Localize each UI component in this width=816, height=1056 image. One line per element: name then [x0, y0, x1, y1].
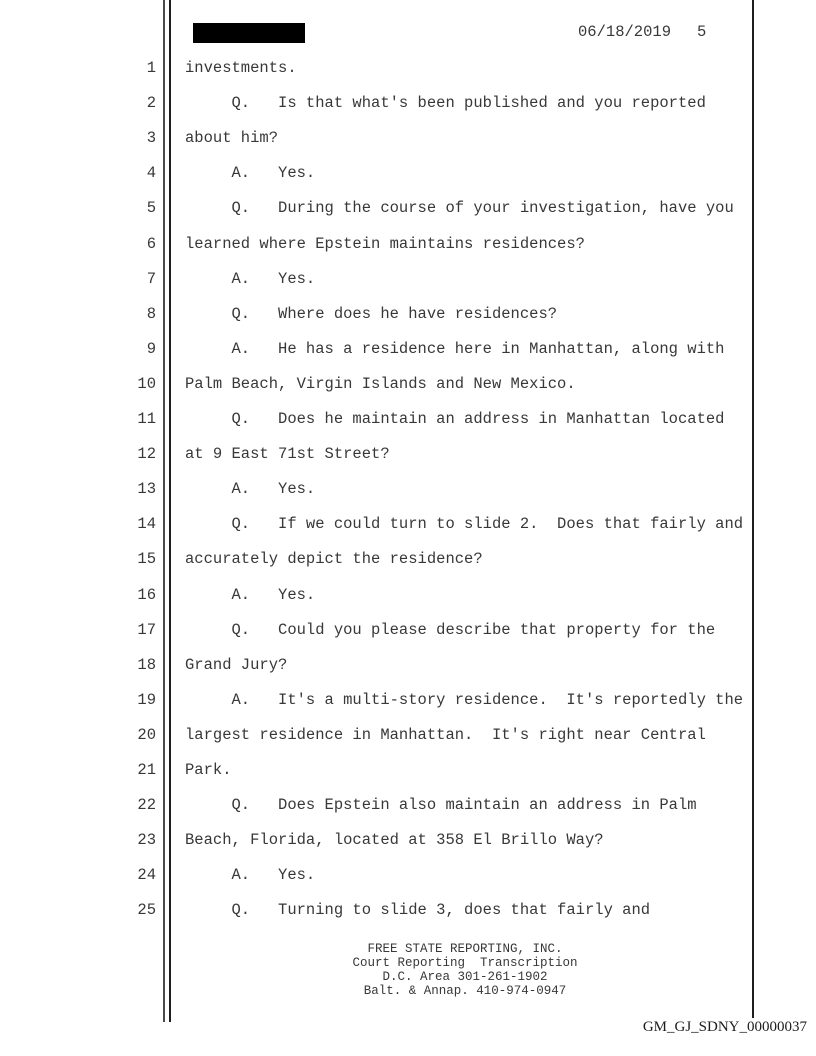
- line-text: about him?: [185, 129, 279, 148]
- line-number: 24: [137, 866, 156, 885]
- line-text: investments.: [185, 59, 297, 77]
- line-text: Q. Does he maintain an address in Manhattan located: [185, 410, 725, 428]
- line-number: 10: [137, 374, 156, 393]
- footer-reporter-services: Court Reporting Transcription: [352, 956, 578, 970]
- bates-number: GM_GJ_SDNY_00000037: [642, 1019, 807, 1035]
- line-number: 14: [137, 515, 156, 534]
- line-text: Palm Beach, Virgin Islands and New Mexico.: [185, 374, 576, 393]
- transcript-line: [0, 900, 816, 920]
- line-text: accurately depict the residence?: [185, 550, 483, 569]
- line-number: 18: [137, 655, 156, 674]
- transcript-line: [0, 620, 816, 640]
- transcript-line: [0, 444, 816, 464]
- transcript-line: [0, 93, 816, 113]
- transcript-line: [0, 690, 816, 710]
- line-number: 1: [146, 59, 156, 77]
- line-number: 21: [137, 761, 156, 779]
- line-number: 8: [146, 304, 156, 323]
- line-number: 13: [137, 480, 156, 499]
- line-number: 4: [146, 164, 156, 183]
- header-page-number: 5: [697, 23, 707, 41]
- line-number: 15: [137, 550, 156, 569]
- transcript-line: [0, 725, 816, 745]
- line-text: Q. Turning to slide 3, does that fairly and: [185, 901, 651, 920]
- line-text: largest residence in Manhattan. It's right near Central: [185, 725, 706, 744]
- transcript-line: [0, 409, 816, 429]
- line-text: Q. Where does he have residences?: [185, 304, 558, 323]
- line-text: Park.: [185, 761, 232, 779]
- line-number: 20: [137, 725, 156, 744]
- transcript-line: [0, 198, 816, 218]
- transcript-line: [0, 795, 816, 815]
- transcript-line: [0, 865, 816, 885]
- footer-phone-dc: D.C. Area 301-261-1902: [382, 970, 548, 984]
- transcript-line: [0, 58, 816, 78]
- transcript-line: [0, 585, 816, 605]
- transcript-line: [0, 128, 816, 148]
- line-number: 3: [146, 129, 156, 148]
- transcript-line: [0, 339, 816, 359]
- transcript-line: [0, 269, 816, 289]
- line-text: Q. During the course of your investigation, have you: [185, 199, 734, 218]
- footer-reporter-name: FREE STATE REPORTING, INC.: [367, 942, 563, 956]
- line-number: 19: [137, 690, 156, 709]
- line-number: 22: [137, 796, 156, 815]
- line-number: 16: [137, 585, 156, 604]
- transcript-line: [0, 374, 816, 394]
- line-text: A. Yes.: [185, 480, 316, 499]
- header-date: 06/18/2019: [578, 23, 672, 41]
- line-number: 2: [146, 94, 156, 113]
- line-text: A. Yes.: [185, 269, 316, 288]
- line-text: Beach, Florida, located at 358 El Brillo Way?: [185, 831, 604, 850]
- line-number: 5: [146, 199, 156, 218]
- transcript-line: [0, 163, 816, 183]
- line-text: Grand Jury?: [185, 655, 288, 674]
- transcript-line: [0, 830, 816, 850]
- line-number: 7: [146, 269, 156, 288]
- line-number: 23: [137, 831, 156, 850]
- line-text: A. He has a residence here in Manhattan, along with: [185, 339, 725, 358]
- reporter-footer: [185, 942, 745, 998]
- transcript-line: [0, 304, 816, 324]
- line-number: 9: [146, 339, 156, 358]
- transcript-line: [0, 760, 816, 780]
- line-text: learned where Epstein maintains residences?: [185, 234, 585, 253]
- line-number: 12: [137, 445, 156, 464]
- transcript-line: [0, 549, 816, 569]
- line-text: A. It's a multi-story residence. It's reportedly the: [185, 690, 744, 709]
- line-text: A. Yes.: [185, 866, 316, 885]
- line-text: Q. Could you please describe that property for the: [185, 620, 716, 639]
- transcript-line: [0, 479, 816, 499]
- line-number: 6: [146, 234, 156, 253]
- redaction-bar: [193, 23, 305, 43]
- line-text: Q. If we could turn to slide 2. Does that fairly and: [185, 515, 744, 534]
- transcript-line: [0, 514, 816, 534]
- footer-phone-balt: Balt. & Annap. 410-974-0947: [363, 984, 567, 998]
- line-text: A. Yes.: [185, 164, 316, 183]
- line-number: 11: [137, 410, 156, 428]
- page-header: [578, 22, 706, 42]
- line-text: Q. Does Epstein also maintain an address in Palm: [185, 796, 697, 815]
- line-text: at 9 East 71st Street?: [185, 445, 390, 464]
- line-number: 17: [137, 620, 156, 639]
- transcript-line: [0, 655, 816, 675]
- line-text: Q. Is that what's been published and you reported: [185, 94, 706, 113]
- transcript-line: [0, 234, 816, 254]
- line-text: A. Yes.: [185, 585, 316, 604]
- line-number: 25: [137, 901, 156, 920]
